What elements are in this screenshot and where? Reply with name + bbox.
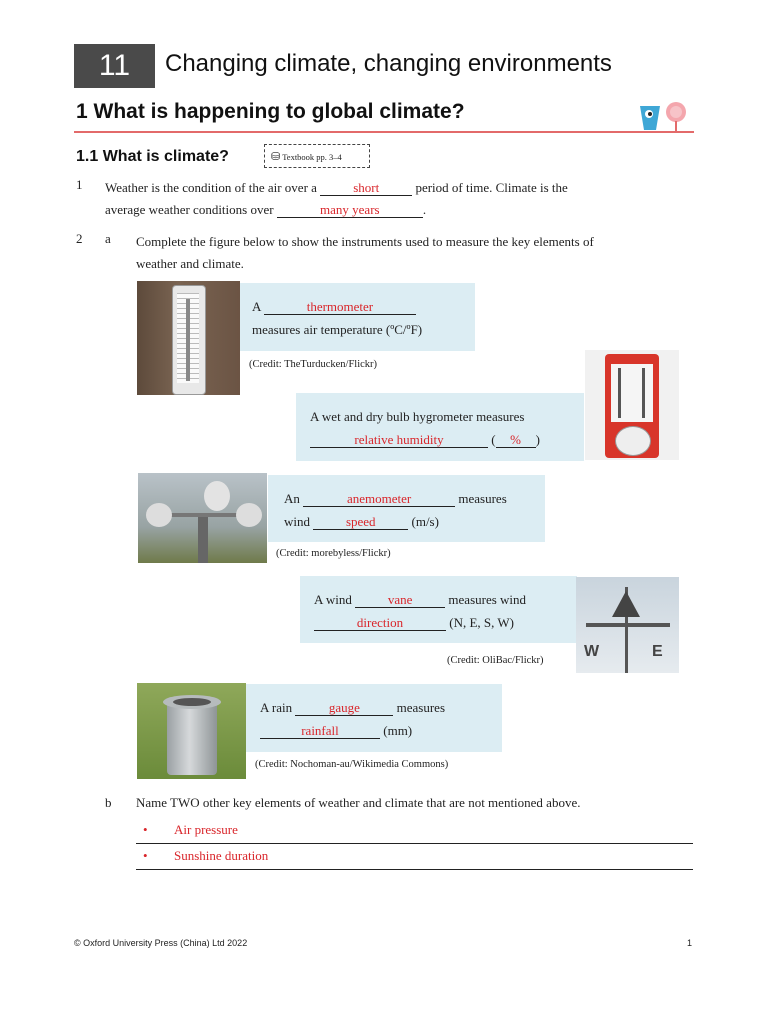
q2-instruction-line1: Complete the figure below to show the instruments used to measure the key elements of xyxy=(136,234,594,249)
chapter-title: Changing climate, changing environments xyxy=(165,50,612,77)
vane-prefix: A wind xyxy=(314,592,352,607)
vane-answer2[interactable]: direction xyxy=(314,615,446,631)
vane-credit: (Credit: OliBac/Flickr) xyxy=(447,655,544,666)
hygrometer-photo xyxy=(585,350,679,460)
page-number: 1 xyxy=(687,938,693,948)
footer-copyright: © Oxford University Press (China) Ltd 2022 xyxy=(74,938,248,948)
thermometer-answer[interactable]: thermometer xyxy=(264,299,416,315)
textbook-reference[interactable] xyxy=(264,144,370,168)
answer-air-pressure[interactable]: Air pressure xyxy=(174,822,238,837)
hygrometer-unit-open: ( xyxy=(491,432,496,447)
gauge-answer2[interactable]: rainfall xyxy=(260,723,380,739)
gauge-mid: measures xyxy=(396,700,446,715)
book-icon: ⛁ xyxy=(271,151,281,163)
thermometer-box xyxy=(240,283,475,351)
mascot-icon xyxy=(638,100,690,134)
anemometer-answer2[interactable]: speed xyxy=(313,514,408,530)
rain-gauge-photo xyxy=(137,683,246,779)
hygrometer-box xyxy=(296,393,584,461)
q1-text xyxy=(105,177,695,221)
hygrometer-answer[interactable]: relative humidity xyxy=(310,432,488,448)
q1-blank-many-years[interactable]: many years xyxy=(277,202,423,218)
textbook-pages: Textbook pp. 3–4 xyxy=(282,152,342,162)
q1-blank-short[interactable]: short xyxy=(320,180,412,196)
vane-box xyxy=(300,576,577,643)
hygrometer-unit-answer[interactable]: % xyxy=(496,432,536,448)
thermometer-line2: measures air temperature (ºC/ºF) xyxy=(252,322,423,337)
hygrometer-unit-close: ) xyxy=(535,432,540,447)
subsection-title: 1.1 What is climate? xyxy=(76,148,229,165)
q1-text-2a: average weather conditions over xyxy=(105,202,274,217)
answer-line-1 xyxy=(136,843,693,844)
gauge-credit: (Credit: Nochoman-au/Wikimedia Commons) xyxy=(255,759,449,770)
q2-part-b: b xyxy=(105,795,112,810)
gauge-prefix: A rain xyxy=(260,700,293,715)
q1-text-1a: Weather is the condition of the air over a xyxy=(105,180,317,195)
vane-unit: (N, E, S, W) xyxy=(449,615,515,630)
thermometer-credit: (Credit: TheTurducken/Flickr) xyxy=(249,359,378,370)
anemometer-credit: (Credit: morebyless/Flickr) xyxy=(276,548,391,559)
q1-text-1b: period of time. Climate is the xyxy=(415,180,568,195)
vane-letter-w: W xyxy=(584,643,600,660)
bullet-icon: • xyxy=(143,848,148,863)
thermometer-photo xyxy=(137,281,240,395)
q1-number: 1 xyxy=(76,177,83,192)
answer-sunshine-duration[interactable]: Sunshine duration xyxy=(174,848,269,863)
wind-vane-photo xyxy=(576,577,679,673)
q2-instruction-line2: weather and climate. xyxy=(136,256,244,271)
anemometer-prefix: An xyxy=(284,491,300,506)
gauge-answer[interactable]: gauge xyxy=(295,700,393,716)
thermometer-prefix: A xyxy=(252,299,261,314)
q1-text-end: . xyxy=(422,202,427,217)
vane-answer[interactable]: vane xyxy=(355,592,445,608)
q2-instruction xyxy=(136,231,696,275)
q2-part-b-question: Name TWO other key elements of weather and climate that are not mentioned above. xyxy=(136,795,581,810)
hygrometer-line1: A wet and dry bulb hygrometer measures xyxy=(310,409,525,424)
chapter-number: 11 xyxy=(74,44,155,88)
gauge-box xyxy=(246,684,502,752)
answer-line-2 xyxy=(136,869,693,870)
bullet-icon: • xyxy=(143,822,148,837)
q2-part-a: a xyxy=(105,231,111,246)
vane-mid: measures wind xyxy=(448,592,527,607)
q2-number: 2 xyxy=(76,231,83,246)
anemometer-mid: measures xyxy=(458,491,507,506)
gauge-unit: (mm) xyxy=(383,723,413,738)
section-title: 1 What is happening to global climate? xyxy=(76,100,465,123)
vane-letter-e: E xyxy=(652,643,663,660)
anemometer-answer[interactable]: anemometer xyxy=(303,491,455,507)
anemometer-unit: (m/s) xyxy=(411,514,439,529)
anemometer-box xyxy=(268,475,545,542)
section-divider xyxy=(74,131,694,133)
anemometer-photo xyxy=(138,473,267,563)
anemometer-prefix2: wind xyxy=(284,514,310,529)
